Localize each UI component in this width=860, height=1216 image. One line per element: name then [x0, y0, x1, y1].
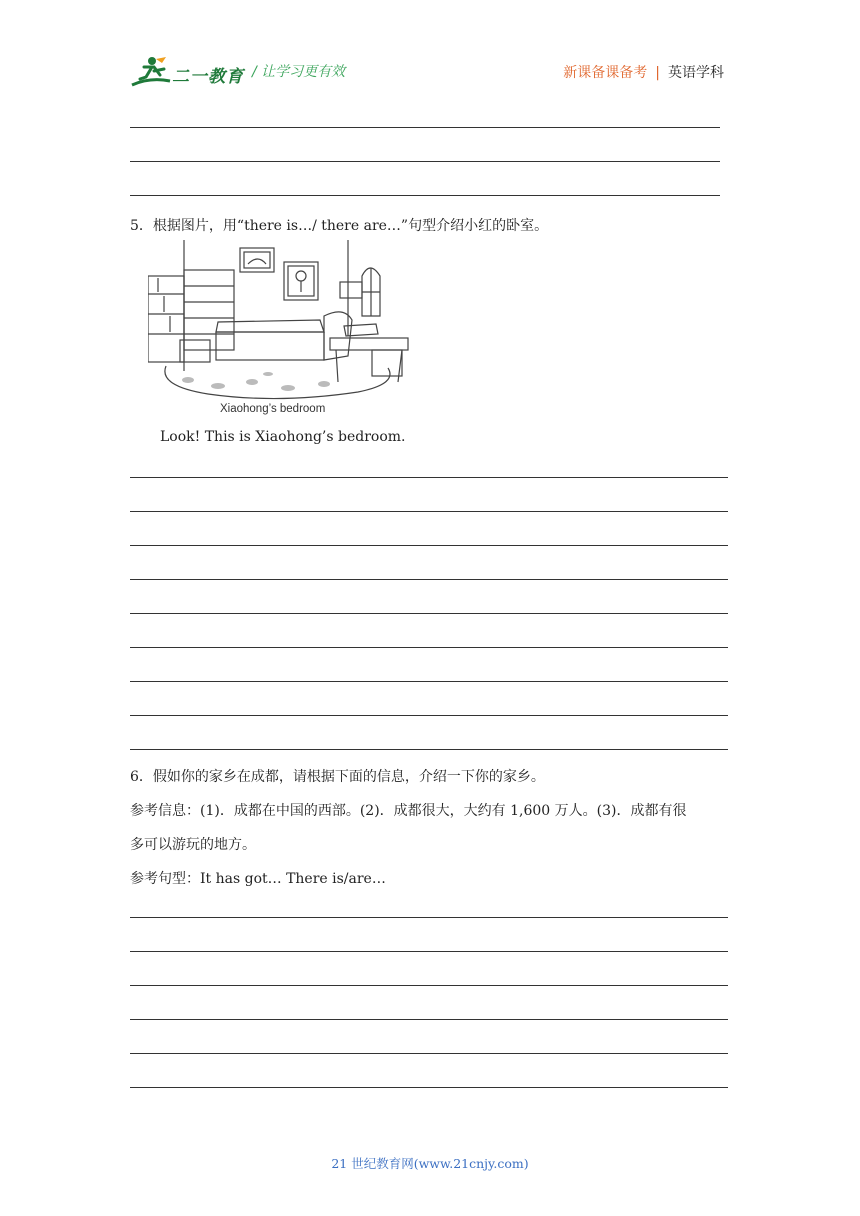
question-6-info-line-1: 参考信息：(1)．成都在中国的西部。(2)．成都很大，大约有 1,600 万人。(3)．成都有很: [130, 803, 687, 819]
answer-line: [130, 647, 728, 648]
answer-line: [130, 715, 728, 716]
header-separator: |: [655, 65, 660, 81]
answer-line: [130, 917, 728, 918]
question-6-info-line-2: 多可以游玩的地方。: [130, 837, 256, 853]
logo-text: 二一教育: [172, 67, 244, 87]
answer-line: [130, 579, 728, 580]
header-course-label: 新课备课备考: [563, 65, 648, 81]
picture-caption: Xiaohong’s bedroom: [220, 403, 326, 415]
answer-line: [130, 161, 720, 162]
answer-line: [130, 1019, 728, 1020]
header-subject-label: 英语学科: [668, 65, 724, 81]
answer-line: [130, 985, 728, 986]
answer-line: [130, 127, 720, 128]
question-5-lead-sentence: Look! This is Xiaohong’s bedroom.: [160, 429, 406, 445]
answer-line: [130, 951, 728, 952]
answer-line: [130, 195, 720, 196]
answer-line: [130, 681, 728, 682]
question-5-prompt: 5．根据图片，用“there is…/ there are…”句型介绍小红的卧室。: [130, 218, 549, 234]
answer-line: [130, 511, 728, 512]
answer-line: [130, 477, 728, 478]
answer-line: [130, 613, 728, 614]
header-right: [563, 62, 724, 82]
question-6-sentence-pattern: 参考句型：It has got… There is/are…: [130, 871, 386, 887]
page-footer: 21 世纪教育网(www.21cnjy.com): [331, 1156, 529, 1171]
answer-line: [130, 1053, 728, 1054]
answer-line: [130, 749, 728, 750]
question-6-prompt: 6．假如你的家乡在成都，请根据下面的信息，介绍一下你的家乡。: [130, 769, 545, 785]
answer-line: [130, 545, 728, 546]
slogan: / 让学习更有效: [252, 64, 346, 80]
bedroom-illustration: [148, 236, 413, 420]
page-header: [0, 0, 860, 100]
answer-line: [130, 1087, 728, 1088]
